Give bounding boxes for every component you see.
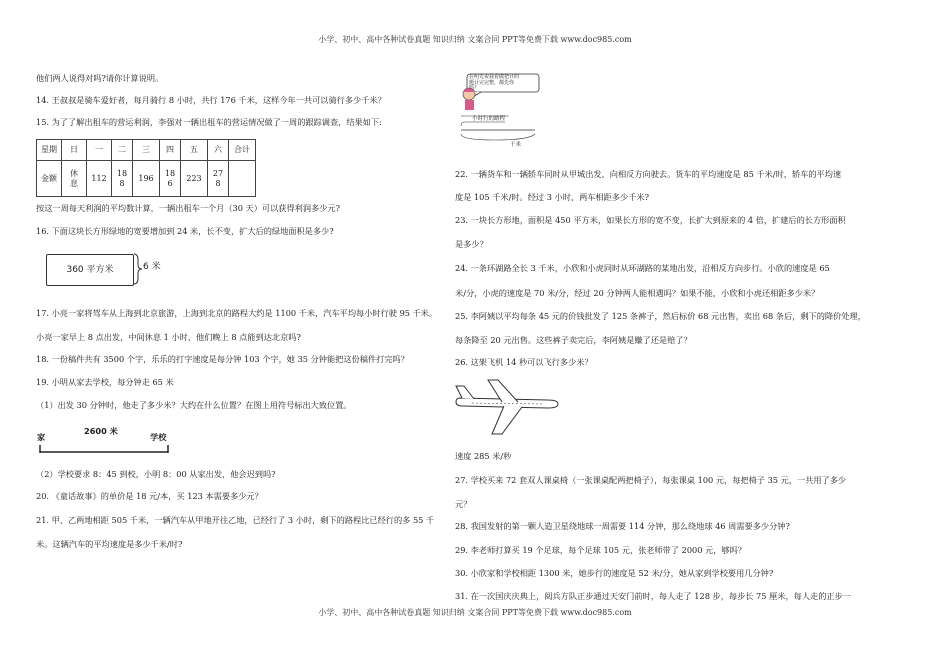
question-25b: 每条降至 20 元出售。这些裤子卖完后，李阿姨是赚了还是赔了？: [455, 335, 692, 345]
question-24b: 米/分，小虎的速度是 70 米/分，经过 20 分钟两人能相遇吗？如果不能，小欣和小虎还相距多少米？: [455, 288, 820, 298]
table-head-cell: 日: [62, 140, 87, 161]
question-19-2: （2）学校要求 8：45 到校，小明 8：00 从家出发，他会迟到吗?: [36, 469, 276, 479]
table-head-cell: 一: [87, 140, 112, 161]
question-17a: 17. 小亮一家将驾车从上海到北京旅游，上海到北京的路程大约是 1100 千米，汽车平均每小时行驶 95 千米。: [36, 308, 438, 318]
page-header: 小学、初中、高中各种试卷真题 知识归纳 文案合同 PPT等免费下载 www.doc985.com: [318, 35, 632, 44]
table-cell: 112: [87, 161, 112, 197]
question-18: 18. 一份稿件共有 3500 个字，乐乐的打字速度是每分钟 103 个字，她 35 分钟能把这份稿件打完吗？: [36, 354, 409, 364]
left-line0: 他们两人说得对吗?请你计算说明。: [36, 73, 164, 83]
question-14: 14. 王叔叔是骑车爱好者，每月骑行 8 小时，共行 176 千米，这样今年一共可以骑行多少千米？: [36, 95, 386, 105]
table-cell: 18 8: [112, 161, 133, 197]
side-label: 6 米: [143, 262, 161, 272]
question-16: 16. 下面这块长方形绿地的宽要增加到 24 米，长不变，扩大后的绿地面积是多少?: [36, 226, 334, 236]
question-26: 26. 这架飞机 14 秒可以飞行多少米？: [455, 357, 593, 367]
table-head-cell: 合计: [229, 140, 256, 161]
question-15b: 按这一周每天利润的平均数计算，一辆出租车一个月（30 天）可以获得利润多少元?: [36, 203, 340, 213]
airplane-icon: [452, 378, 562, 440]
question-28: 28. 我国发射的第一颗人造卫星绕地球一周需要 114 分钟，那么绕地球 46 周需要多少分钟?: [455, 521, 790, 531]
table-head-cell: 四: [160, 140, 181, 161]
route-line: [38, 443, 170, 455]
question-31: 31. 在一次国庆庆典上，阅兵方队正步通过天安门前时，每人走了 128 步，每步长 75 厘米，每人走的正步一: [455, 591, 851, 601]
question-30: 30. 小欣家和学校相距 1300 米，她步行的速度是 52 米/分，她从家到学校要用几分钟?: [455, 568, 774, 578]
question-24a: 24. 一条环湖路全长 3 千米，小欣和小虎同时从环湖路的某地出发，沿相反方向步行。小欣的速度是 65: [455, 263, 830, 273]
bar-top-label: 小时行的路程: [472, 116, 506, 122]
table-row-label: 金额: [37, 161, 62, 197]
question-29: 29. 李老师打算买 19 个足球，每个足球 105 元，张老师带了 2000 元，够吗？: [455, 545, 746, 555]
question-19: 19. 小明从家去学校，每分钟走 65 米: [36, 377, 174, 387]
school-label: 学校: [150, 432, 167, 442]
table-cell: 休 息: [62, 161, 87, 197]
distance-label: 2600 米: [84, 426, 118, 436]
table-cell: 18 6: [160, 161, 181, 197]
table-cell: 27 8: [208, 161, 229, 197]
table-head-cell: 星期: [37, 140, 62, 161]
question-21a: 21. 甲、乙两地相距 505 千米，一辆汽车从甲地开往乙地，已经行了 3 小时，剩下的路程比已经行的多 55 千: [36, 515, 435, 525]
question-15: 15. 为了了解出租车的营运利润，李强对一辆出租车的营运情况做了一周的跟踪调查，结果如下:: [36, 117, 382, 127]
question-23b: 是多少？: [455, 239, 488, 249]
table-head-cell: 六: [208, 140, 229, 161]
table-cell: 196: [133, 161, 160, 197]
table-head-cell: 五: [181, 140, 208, 161]
table-cell: 223: [181, 161, 208, 197]
speed-label: 速度 285 米/秒: [455, 451, 512, 461]
question-25a: 25. 李阿姨以平均每条 45 元的价钱批发了 125 条裤子，然后标价 68 元出售，卖出 68 条后，剩下的降价处理，: [455, 311, 866, 321]
question-27b: 元？: [455, 499, 472, 509]
table-cell: [229, 161, 256, 197]
question-19-1: （1）出发 30 分钟时，他走了多少米？大约在什么位置？在图上用符号标出大致位置。: [36, 400, 352, 410]
question-22a: 22. 一辆货车和一辆轿车同时从甲城出发，向相反方向驶去。货车的平均速度是 85 千米/时，轿车的平均速: [455, 169, 842, 179]
table-head-cell: 二: [112, 140, 133, 161]
page-footer: 小学、初中、高中各种试卷真题 知识归纳 文案合同 PPT等免费下载 www.doc985.com: [318, 608, 632, 617]
table-head-cell: 三: [133, 140, 160, 161]
question-20: 20. 《童话故事》的单价是 18 元/本，买 123 本需要多少元？: [36, 491, 263, 501]
question-23a: 23. 一块长方形地，面积是 450 平方米，如果长方形的宽不变，长扩大到原来的 4 倍，扩建后的长方形面积: [455, 215, 846, 225]
speech-bubble: 在明先说我着做把计的题计完完整，都先你吗？: [469, 74, 520, 91]
profit-table: [36, 139, 256, 197]
question-27a: 27. 学校买来 72 套双人课桌椅（一张课桌配两把椅子），每张课桌 100 元，每把椅子 35 元，一共用了多少: [455, 475, 847, 485]
bar-bottom-label: 千米: [510, 142, 522, 148]
green-field-rect: 360 平方米: [46, 254, 134, 286]
question-21b: 米。这辆汽车的平均速度是多少千米/时?: [36, 539, 183, 549]
question-17b: 小亮一家早上 8 点出发，中间休息 1 小时，他们晚上 8 点能到达北京吗?: [36, 332, 301, 342]
question-22b: 度是 105 千米/时。经过 3 小时，两车相距多少千米?: [455, 192, 649, 202]
home-label: 家: [37, 432, 46, 442]
